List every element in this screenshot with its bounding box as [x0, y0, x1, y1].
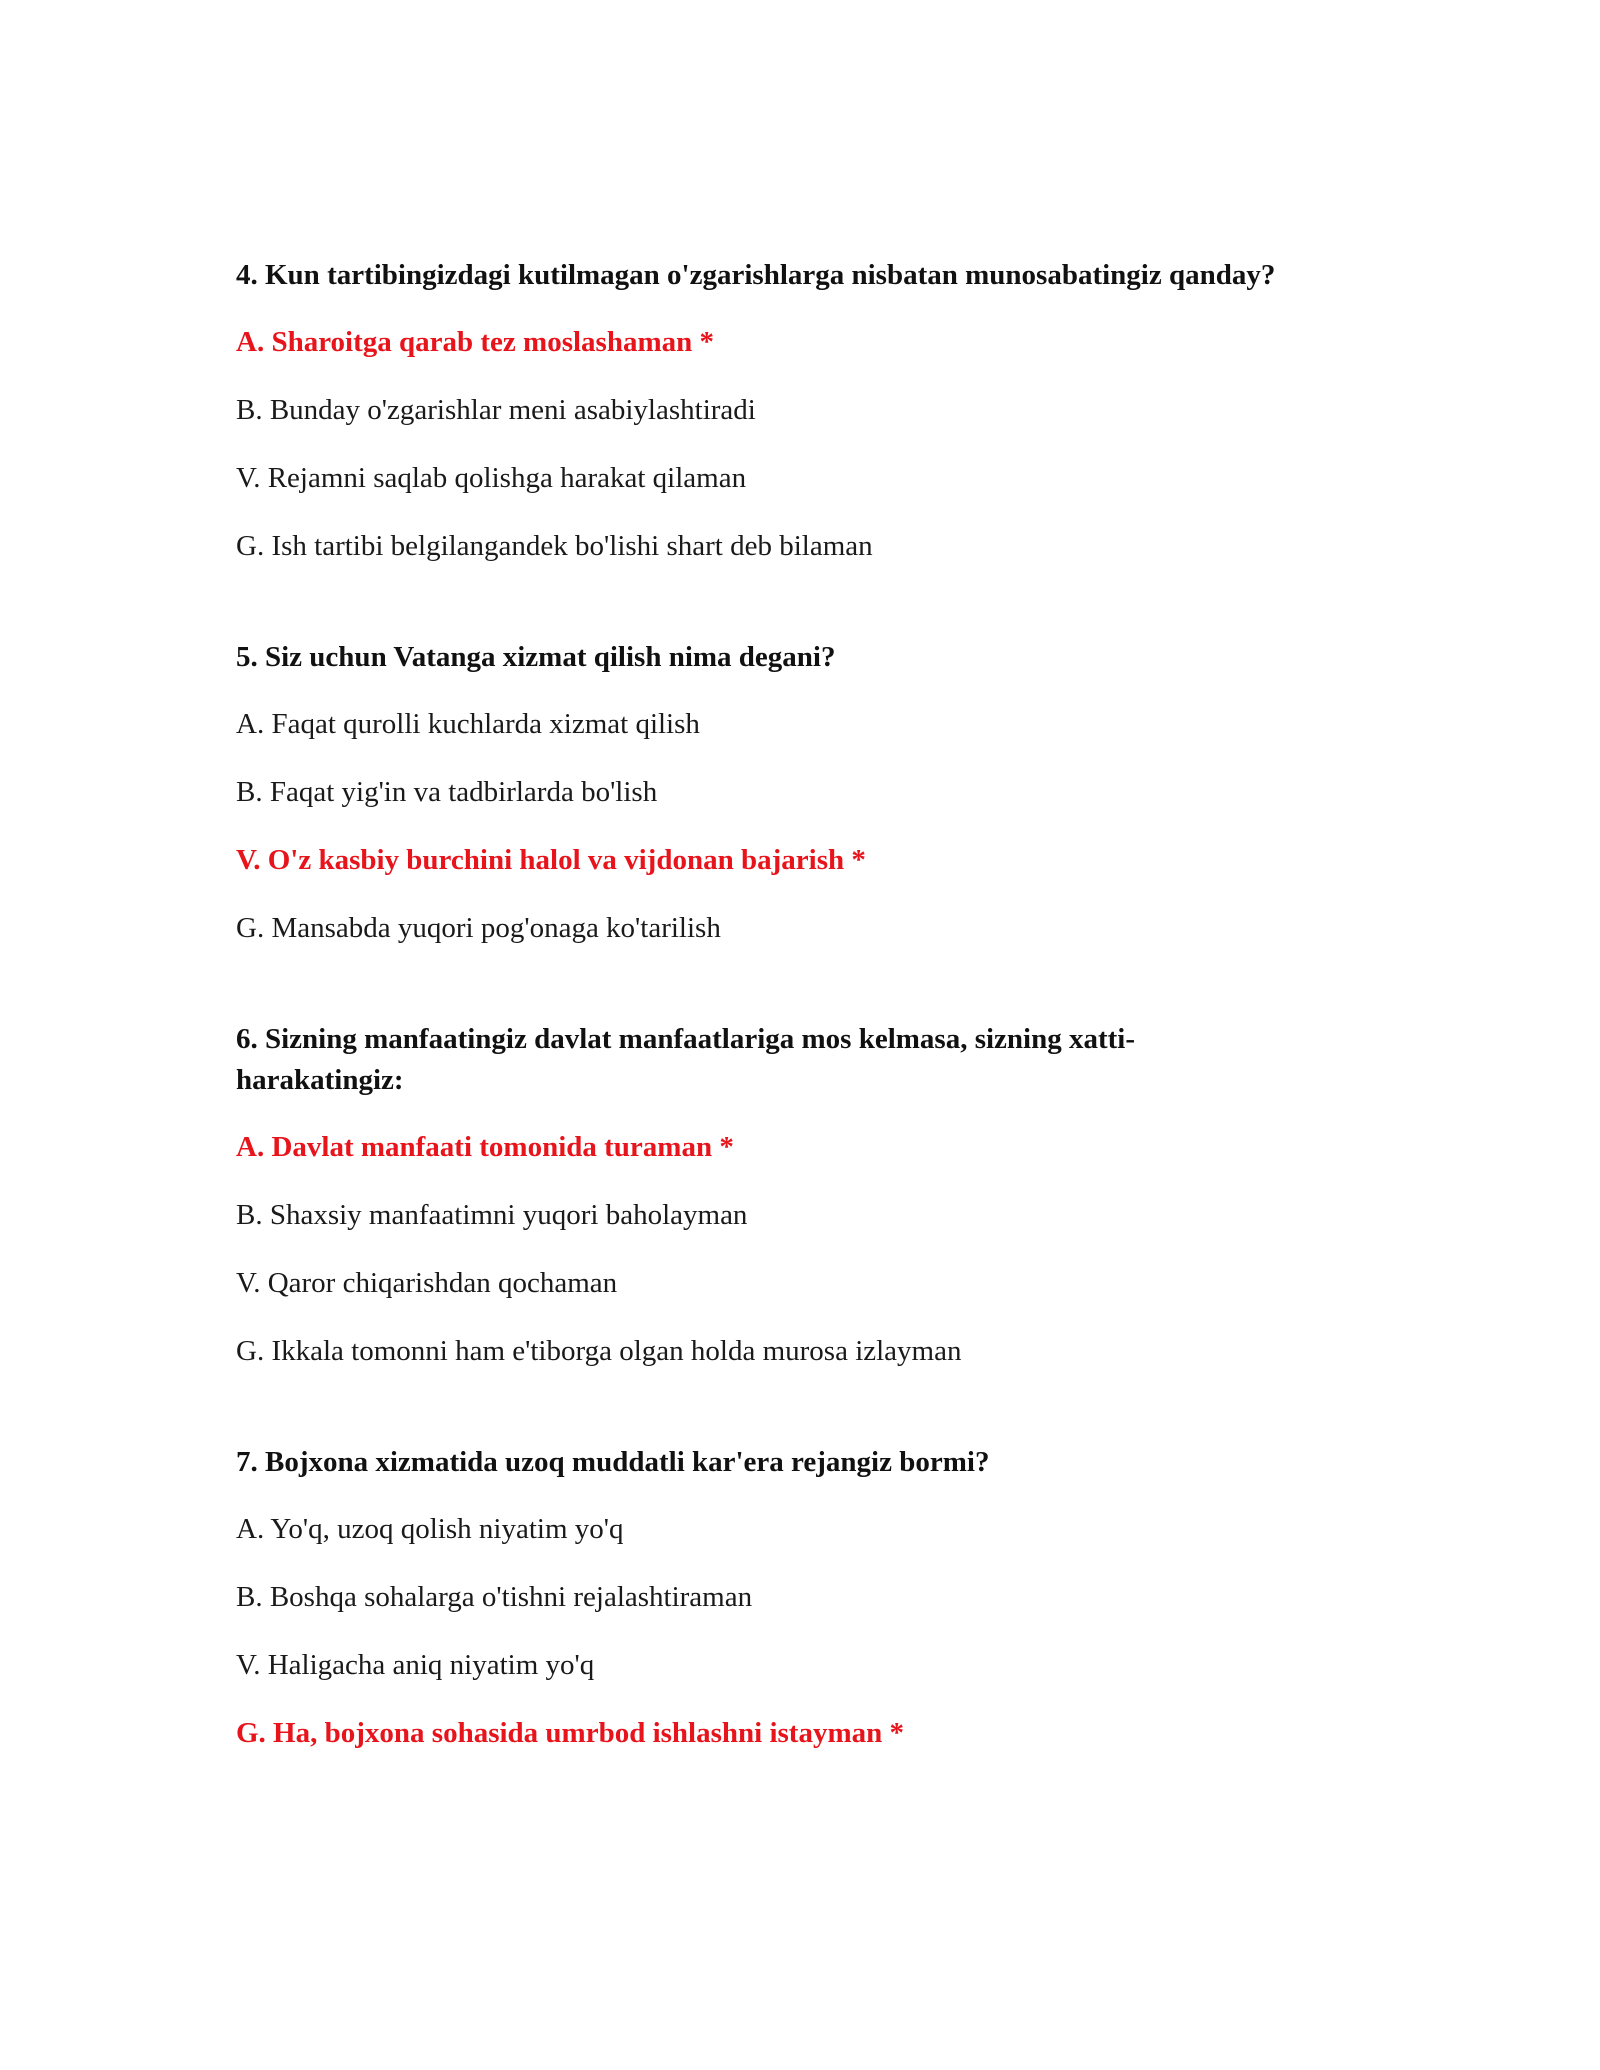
option-a: A. Davlat manfaati tomonida turaman *	[236, 1131, 734, 1163]
question-title: 6. Sizning manfaatingiz davlat manfaatlariga mos kelmasa, sizning xatti-harakatingiz:	[236, 1023, 1136, 1096]
option-b: B. Faqat yig'in va tadbirlarda bo'lish	[236, 776, 658, 808]
question-block-5	[236, 637, 1406, 949]
option-g: G. Ish tartibi belgilangandek bo'lishi shart deb bilaman	[236, 530, 873, 562]
question-block-4	[236, 255, 1406, 567]
option-v: V. Qaror chiqarishdan qochaman	[236, 1267, 618, 1299]
question-title: 4. Kun tartibingizdagi kutilmagan o'zgarishlarga nisbatan munosabatingiz qanday?	[236, 259, 1276, 291]
option-a: A. Sharoitga qarab tez moslashaman *	[236, 326, 714, 358]
option-a: A. Faqat qurolli kuchlarda xizmat qilish	[236, 708, 700, 740]
option-b: B. Bunday o'zgarishlar meni asabiylashtiradi	[236, 394, 756, 426]
option-g: G. Ikkala tomonni ham e'tiborga olgan holda murosa izlayman	[236, 1335, 962, 1367]
option-v: V. Haligacha aniq niyatim yo'q	[236, 1649, 595, 1681]
option-g: G. Ha, bojxona sohasida umrbod ishlashni istayman *	[236, 1717, 904, 1749]
option-v: V. Rejamni saqlab qolishga harakat qilaman	[236, 462, 747, 494]
option-b: B. Shaxsiy manfaatimni yuqori baholayman	[236, 1199, 748, 1231]
question-title: 5. Siz uchun Vatanga xizmat qilish nima degani?	[236, 641, 836, 673]
question-title: 7. Bojxona xizmatida uzoq muddatli kar'era rejangiz bormi?	[236, 1446, 990, 1478]
question-block-7	[236, 1442, 1406, 1754]
option-a: A. Yo'q, uzoq qolish niyatim yo'q	[236, 1513, 624, 1545]
option-b: B. Boshqa sohalarga o'tishni rejalashtiraman	[236, 1581, 753, 1613]
option-g: G. Mansabda yuqori pog'onaga ko'tarilish	[236, 912, 721, 944]
question-block-6	[236, 1019, 1406, 1372]
option-v: V. O'z kasbiy burchini halol va vijdonan bajarish *	[236, 844, 866, 876]
quiz-content	[236, 255, 1406, 1754]
